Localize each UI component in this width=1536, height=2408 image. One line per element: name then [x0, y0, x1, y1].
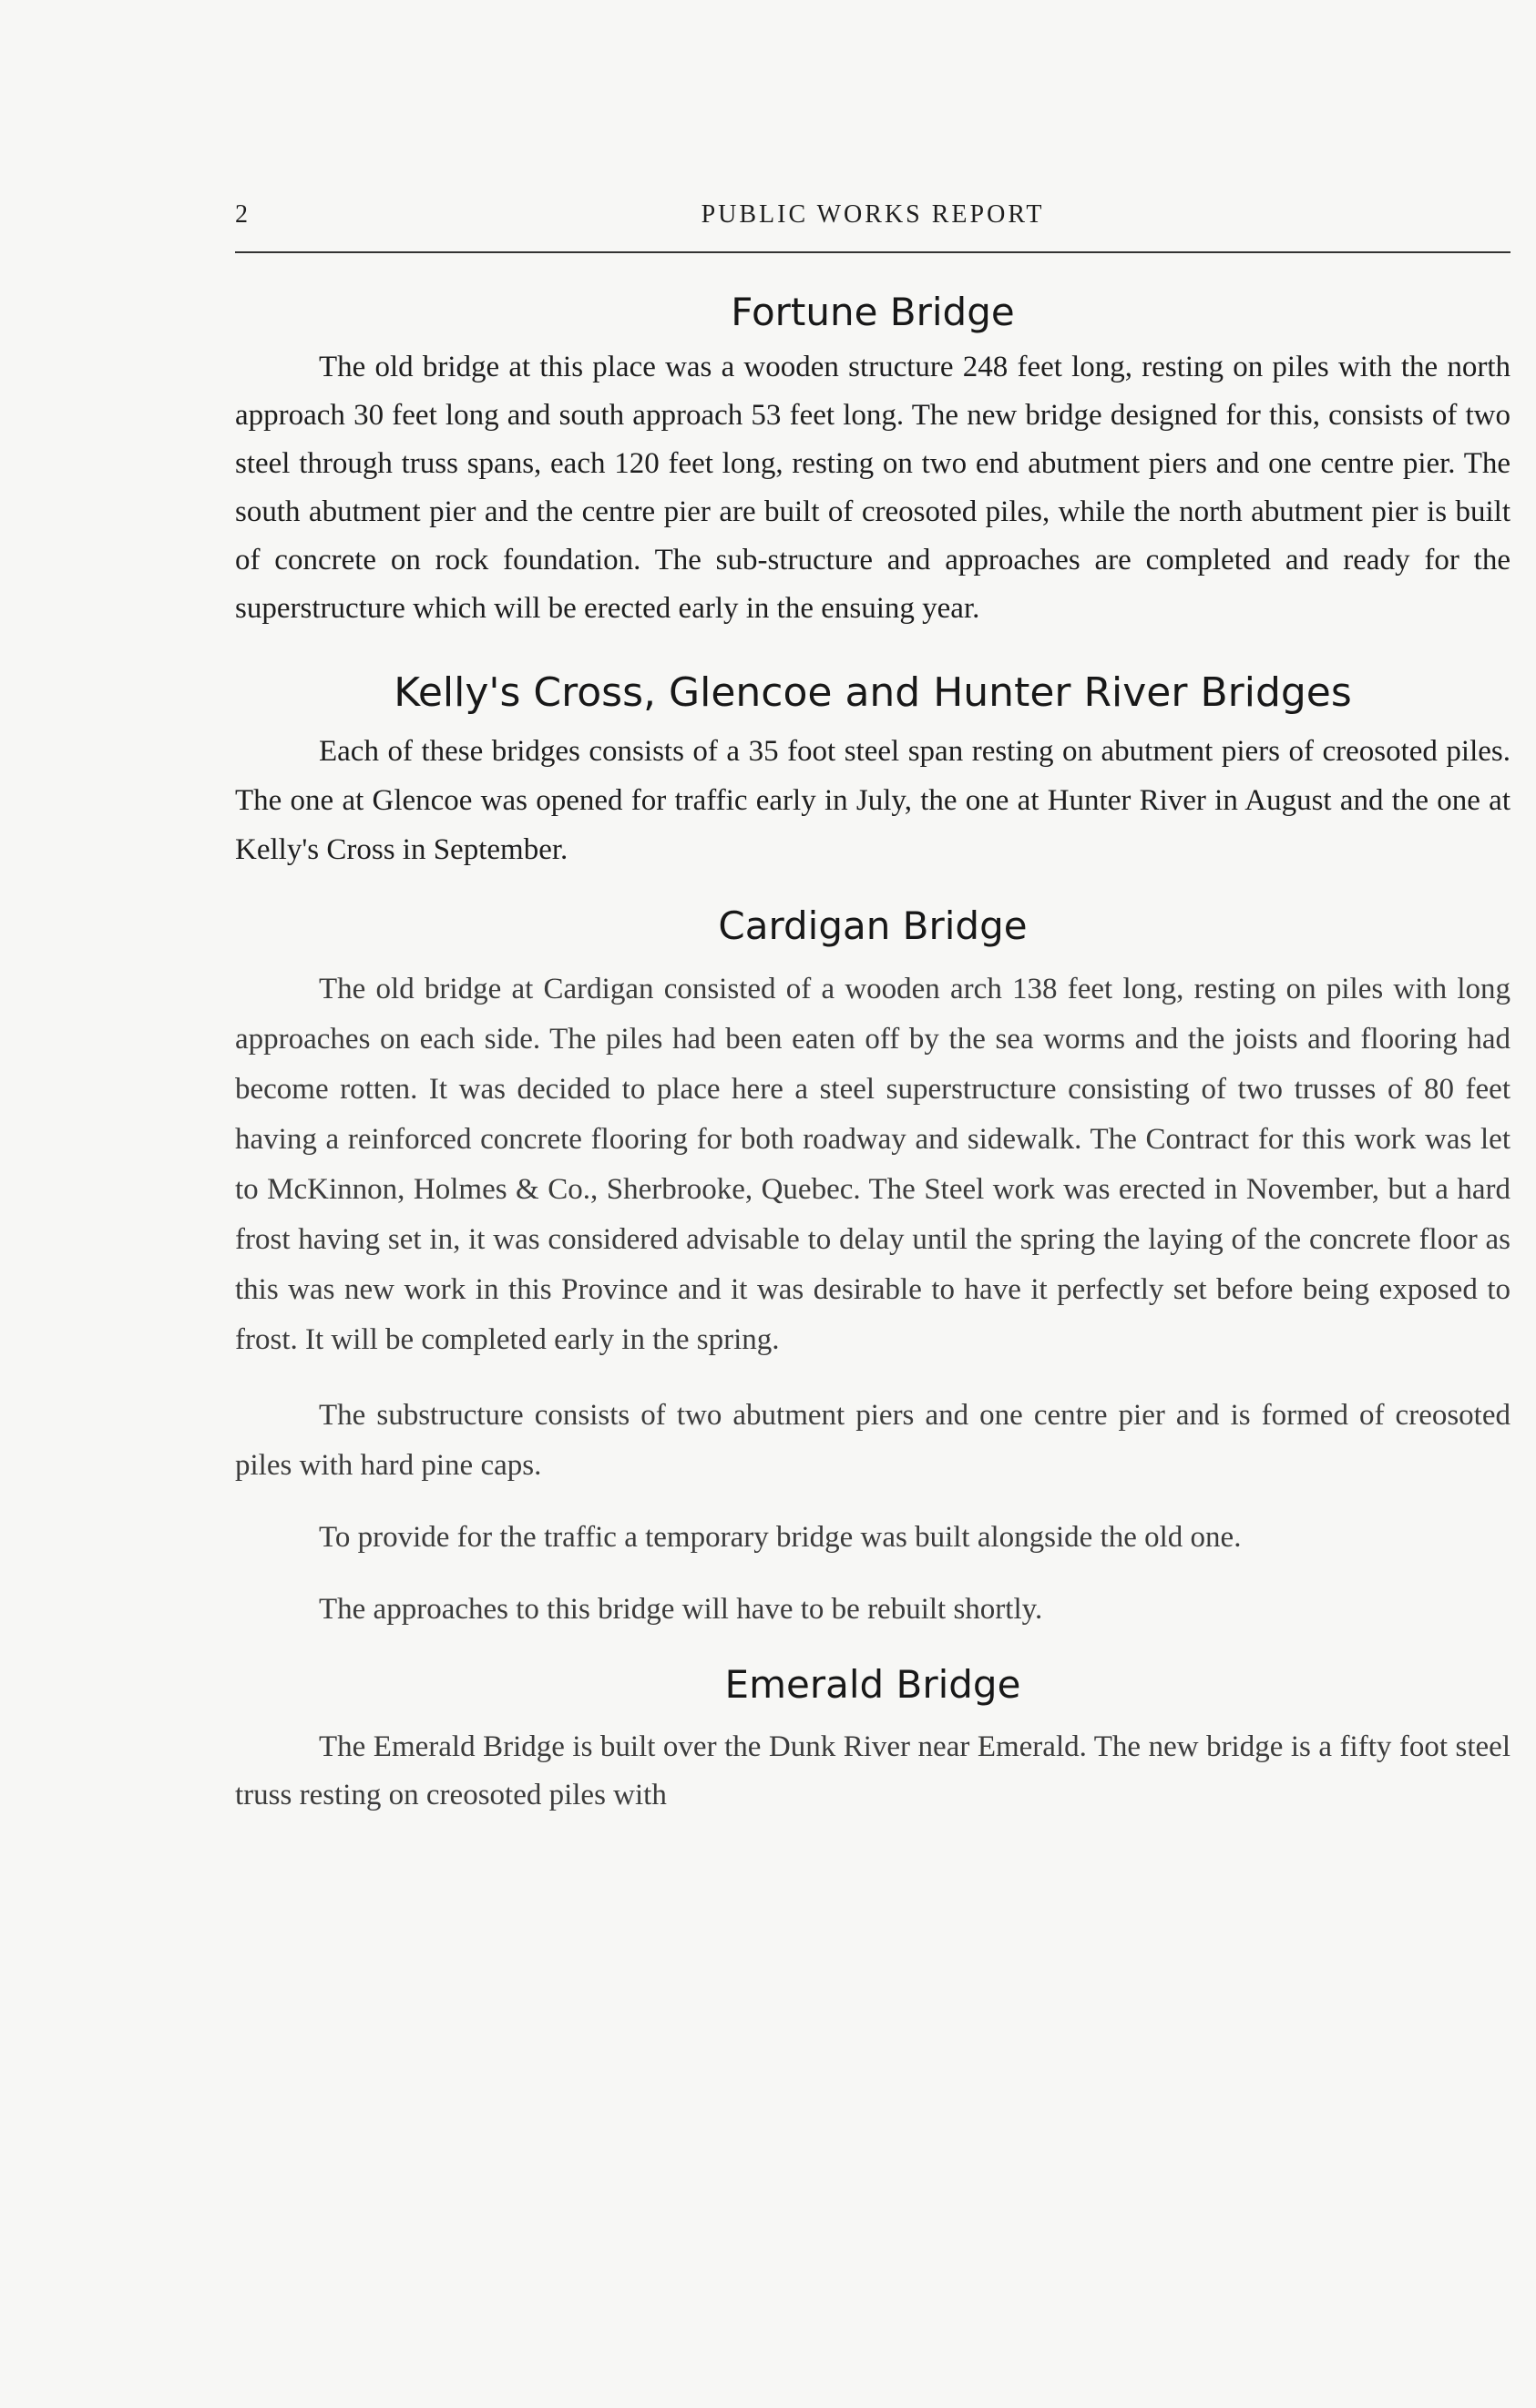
paragraph: The approaches to this bridge will have to be rebuilt shortly. — [319, 1593, 1043, 1626]
header-rule — [235, 251, 1510, 253]
section-heading: Emerald Bridge — [724, 1662, 1021, 1707]
paragraph: Each of these bridges consists of a 35 foot steel span resting on abutment piers of creosoted piles. The one at Glencoe was opened for traffic early in July, the one at Hunter River in August and the one at Kelly's Cross in September. — [235, 735, 1510, 866]
paragraph: The old bridge at this place was a wooden structure 248 feet long, resting on piles with the north approach 30 feet long and south approach 53 feet long. The new bridge designed for this, consists of two steel through truss spans, each 120 feet long, resting on two end abutment piers and one centre pier. The south abutment pier and the centre pier are built of creosoted piles, while the north abutment pier is built of concrete on rock foundation. The sub-structure and approaches are completed and ready for the superstructure which will be erected early in the ensuing year. — [235, 351, 1510, 625]
section-heading: Fortune Bridge — [731, 290, 1015, 334]
document-page — [235, 191, 1510, 1820]
section-fortune-bridge — [235, 290, 1510, 633]
running-title: PUBLIC WORKS REPORT — [701, 200, 1045, 229]
paragraph: The Emerald Bridge is built over the Dunk River near Emerald. The new bridge is a fifty foot steel truss resting on creosoted piles with — [235, 1730, 1510, 1811]
section-heading: Cardigan Bridge — [718, 903, 1028, 948]
paragraph: The old bridge at Cardigan consisted of a wooden arch 138 feet long, resting on piles with long approaches on each side. The piles had been eaten off by the sea worms and the joists and flooring had become rotten. It was decided to place here a steel superstructure consisting of two trusses of 80 feet having a reinforced concrete flooring for both roadway and sidewalk. The Contract for this work was let to McKinnon, Holmes & Co., Sherbrooke, Quebec. The Steel work was erected in November, but a hard frost having set in, it was considered advisable to delay until the spring the laying of the concrete floor as this was new work in this Province and it was desirable to have it perfectly set before being exposed to frost. It will be completed early in the spring. — [235, 973, 1510, 1356]
paragraph: To provide for the traffic a temporary bridge was built alongside the old one. — [319, 1521, 1242, 1554]
section-cardigan-bridge — [235, 903, 1510, 1635]
section-emerald-bridge — [235, 1662, 1510, 1820]
page-number: 2 — [235, 200, 251, 229]
section-heading: Kelly's Cross, Glencoe and Hunter River Bridges — [394, 669, 1352, 716]
paragraph: The substructure consists of two abutment piers and one centre pier and is formed of creosoted piles with hard pine caps. — [235, 1399, 1510, 1482]
page-header — [235, 191, 1510, 246]
section-kellys-cross-bridges — [235, 669, 1510, 874]
